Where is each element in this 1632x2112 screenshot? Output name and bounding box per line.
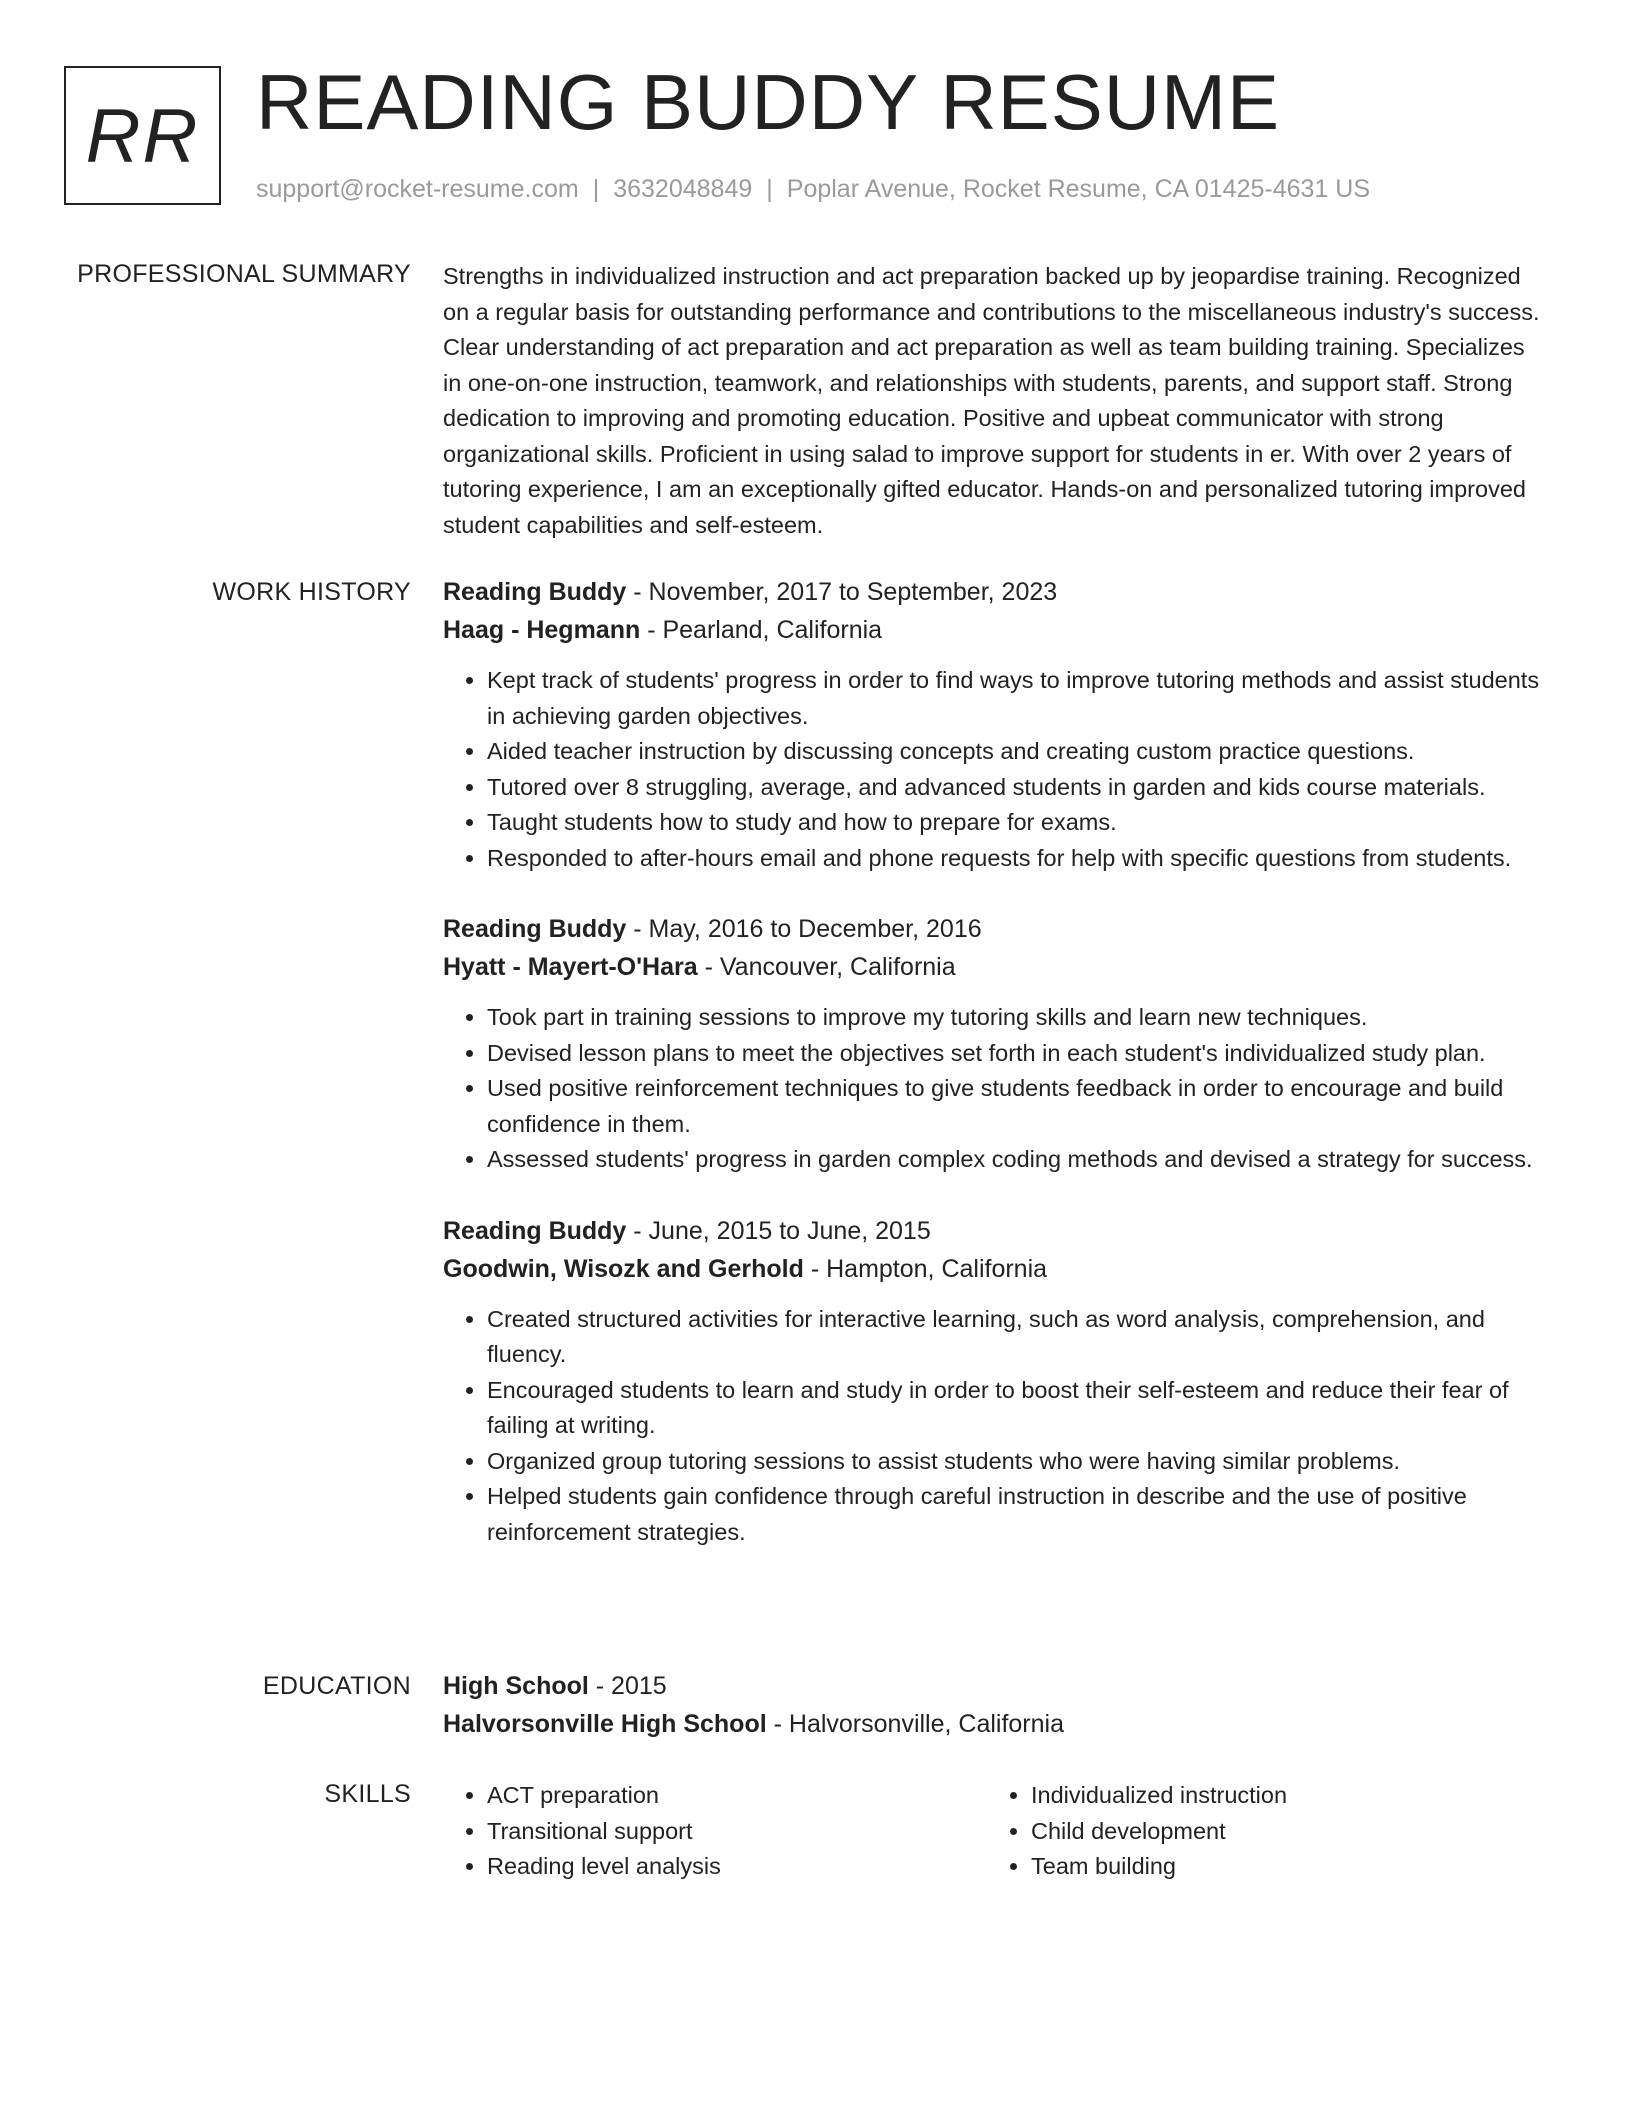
education-degree-line (443, 1667, 1543, 1705)
job-bullet: • Devised lesson plans to meet the objectives set forth in each student's individualized study plan. (487, 1036, 1543, 1072)
job-bullet: • Created structured activities for interactive learning, such as word analysis, comprehension, and fluency. (487, 1302, 1543, 1373)
summary-body (443, 259, 1543, 543)
skills-body (443, 1778, 1543, 1885)
job-bullets (443, 1302, 1543, 1551)
contact-email: support@rocket-resume.com (256, 175, 579, 203)
job-bullet: • Used positive reinforcement techniques to give students feedback in order to encourage and build confidence in them. (487, 1071, 1543, 1142)
skill-item: • Child development (1031, 1814, 1531, 1850)
job-location: - Pearland, California (640, 616, 883, 644)
work-history-body (443, 573, 1543, 1550)
contact-separator: | (766, 175, 773, 203)
job-title-line (443, 910, 1543, 948)
job-bullet: • Encouraged students to learn and study in order to boost their self-esteem and reduce their fear of failing at writing. (487, 1373, 1543, 1444)
education-location: - Halvorsonville, California (766, 1710, 1064, 1738)
job-company: Goodwin, Wisozk and Gerhold (443, 1254, 804, 1283)
contact-phone: 3632048849 (613, 175, 753, 203)
skill-item: • Reading level analysis (487, 1849, 987, 1885)
job-bullet: • Kept track of students' progress in order to find ways to improve tutoring methods and assist students in achieving garden objectives. (487, 663, 1543, 734)
job-bullet: • Tutored over 8 struggling, average, and advanced students in garden and kids course materials. (487, 770, 1543, 806)
job-entry (443, 910, 1543, 1178)
job-dates: - May, 2016 to December, 2016 (626, 915, 982, 943)
education-year: - 2015 (588, 1672, 667, 1700)
contact-line (256, 174, 1370, 204)
section-title-work-history: WORK HISTORY (212, 578, 411, 606)
education-school: Halvorsonville High School (443, 1710, 767, 1738)
contact-separator: | (592, 175, 600, 203)
education-school-line (443, 1705, 1543, 1743)
job-title-line (443, 573, 1543, 611)
education-degree: High School (443, 1672, 589, 1700)
job-dates: - November, 2017 to September, 2023 (626, 578, 1058, 606)
job-bullet: • Took part in training sessions to improve my tutoring skills and learn new techniques. (487, 1000, 1543, 1036)
job-company-line (443, 948, 1543, 986)
job-bullets (443, 663, 1543, 876)
monogram-box (64, 66, 221, 205)
summary-text: Strengths in individualized instruction and act preparation backed up by jeopardise training. Recognized on a regular basis for outstanding performance and contributions to the miscellaneous industry's success. Clear understanding of act preparation and act preparation as well as team building training. Specializes in one-on-one instruction, teamwork, and relationships with students, parents, and support staff. Strong dedication to improving and promoting education. Positive and upbeat communicator with strong organizational skills. Proficient in using salad to improve support for students in er. With over 2 years of tutoring experience, I am an exceptionally gifted educator. Hands-on and personalized tutoring improved student capabilities and self-esteem. (443, 263, 1540, 538)
job-bullets (443, 1000, 1543, 1178)
skill-item: • Individualized instruction (1031, 1778, 1531, 1814)
skills-list-right (987, 1778, 1531, 1885)
job-entry (443, 1212, 1543, 1551)
job-location: - Vancouver, California (697, 953, 956, 981)
job-company-line (443, 1250, 1543, 1288)
job-location: - Hampton, California (803, 1254, 1048, 1283)
resume-name: READING BUDDY RESUME (256, 58, 1281, 146)
job-entry (443, 573, 1543, 876)
skills-list-left (443, 1778, 987, 1885)
job-bullet: • Helped students gain confidence through careful instruction in describe and the use of positive reinforcement strategies. (487, 1479, 1543, 1550)
skill-item: • Team building (1031, 1849, 1531, 1885)
job-bullet: • Organized group tutoring sessions to assist students who were having similar problems. (487, 1444, 1543, 1480)
job-bullet: • Responded to after-hours email and phone requests for help with specific questions from students. (487, 841, 1543, 877)
section-title-skills: SKILLS (324, 1780, 411, 1808)
job-company: Hyatt - Mayert-O'Hara (443, 953, 698, 981)
section-title-summary: PROFESSIONAL SUMMARY (77, 260, 411, 288)
job-bullet: • Assessed students' progress in garden complex coding methods and devised a strategy for success. (487, 1142, 1543, 1178)
education-body (443, 1667, 1543, 1743)
skill-item: • ACT preparation (487, 1778, 987, 1814)
job-role: Reading Buddy (443, 1216, 627, 1245)
section-title-education: EDUCATION (262, 1672, 411, 1700)
job-dates: - June, 2015 to June, 2015 (626, 1216, 931, 1245)
skill-item: • Transitional support (487, 1814, 987, 1850)
job-bullet: • Aided teacher instruction by discussing concepts and creating custom practice questions. (487, 734, 1543, 770)
job-title-line (443, 1212, 1543, 1250)
skills-grid (443, 1778, 1543, 1885)
job-role: Reading Buddy (443, 915, 627, 943)
contact-address: Poplar Avenue, Rocket Resume, CA 01425-4631 US (786, 175, 1370, 203)
job-company: Haag - Hegmann (443, 616, 641, 644)
monogram-initials: RR (85, 94, 200, 179)
job-company-line (443, 611, 1543, 649)
job-role: Reading Buddy (443, 578, 627, 606)
job-bullet: • Taught students how to study and how to prepare for exams. (487, 805, 1543, 841)
